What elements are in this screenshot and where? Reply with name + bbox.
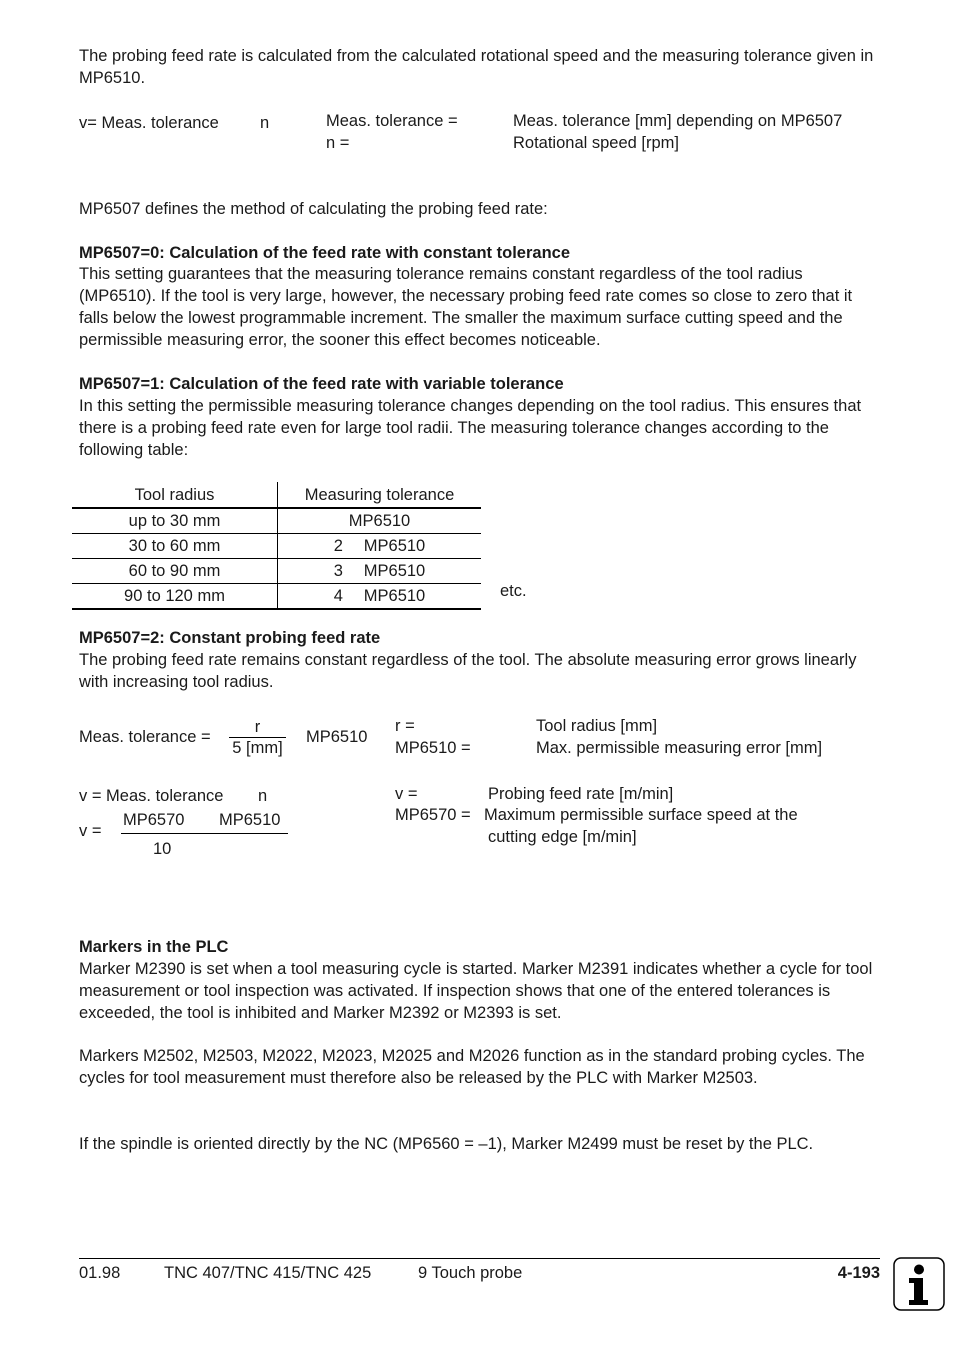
table-cell-radius: 90 to 120 mm — [72, 584, 278, 610]
formula3-def-desc-2: Maximum permissible surface speed at the — [484, 806, 798, 824]
footer-chapter: 9 Touch probe — [418, 1264, 523, 1282]
markers-paragraph-2: Markers M2502, M2503, M2022, M2023, M2025 and M2026 function as in the standard probing cycles. The cycles for tool measurement must therefore also be released by the PLC with Marker M2503. — [79, 1047, 865, 1087]
formula3-fraction-line — [121, 833, 288, 834]
table-cell-tolerance — [278, 534, 482, 559]
footer-model: TNC 407/TNC 415/TNC 425 — [164, 1264, 372, 1282]
info-icon — [893, 1257, 945, 1311]
table-cell-tolerance — [278, 508, 482, 534]
table-cell-param: MP6510 — [363, 562, 426, 580]
table-cell-factor: 2 — [333, 537, 343, 555]
formula3-n: n — [258, 787, 268, 805]
intro-paragraph: The probing feed rate is calculated from the calculated rotational speed and the measuring tolerance given in MP6510. — [79, 47, 874, 87]
formula3-def-term-1: v = — [395, 785, 418, 803]
table-cell-tolerance — [278, 559, 482, 584]
formula2-def-desc-2: Max. permissible measuring error [mm] — [536, 739, 823, 757]
formula2-def-term-2: MP6510 = — [395, 739, 471, 757]
formula2-multiplier: MP6510 — [306, 728, 368, 746]
formula1-def-desc-1: Meas. tolerance [mm] depending on MP6507 — [513, 112, 843, 130]
formula1-def-desc-2: Rotational speed [rpm] — [513, 134, 680, 152]
formula1-n: n — [260, 114, 270, 132]
table-cell-tolerance — [278, 584, 482, 610]
formula3-numerator-1: MP6570 — [123, 811, 185, 829]
formula2-def-term-1: r = — [395, 717, 415, 735]
table-row — [72, 584, 481, 610]
formula1-def-term-2: n = — [326, 134, 350, 152]
table-cell-radius: up to 30 mm — [72, 508, 278, 534]
table-cell-radius: 60 to 90 mm — [72, 559, 278, 584]
method-intro: MP6507 defines the method of calculating the probing feed rate: — [79, 200, 548, 218]
formula2-def-desc-1: Tool radius [mm] — [536, 717, 658, 735]
formula3-def-desc-1: Probing feed rate [m/min] — [488, 785, 674, 803]
table-cell-radius: 30 to 60 mm — [72, 534, 278, 559]
formula1-lhs: v= Meas. tolerance — [79, 114, 219, 132]
formula1-def-term-1: Meas. tolerance = — [326, 112, 458, 130]
formula2-numerator: r — [254, 718, 261, 736]
formula2-lhs: Meas. tolerance = — [79, 728, 211, 746]
section2-heading: MP6507=2: Constant probing feed rate — [79, 629, 381, 647]
formula3-def-desc-3: cutting edge [m/min] — [488, 828, 637, 846]
section0-heading: MP6507=0: Calculation of the feed rate with constant tolerance — [79, 244, 570, 262]
table-header-radius: Tool radius — [72, 482, 278, 508]
table-row — [72, 559, 481, 584]
table-cell-param: MP6510 — [363, 587, 426, 605]
formula3-def-term-2: MP6570 = — [395, 806, 471, 824]
section2-text: The probing feed rate remains constant regardless of the tool. The absolute measuring error grows linearly with increasing tool radius. — [79, 651, 857, 691]
footer-page-number: 4-193 — [837, 1264, 880, 1282]
table-header-tolerance: Measuring tolerance — [278, 482, 482, 508]
markers-heading: Markers in the PLC — [79, 938, 229, 956]
footer-date: 01.98 — [79, 1264, 121, 1282]
formula2-denominator: 5 [mm] — [232, 739, 283, 757]
section0-text: This setting guarantees that the measuring tolerance remains constant regardless of the tool radius (MP6510). If the tool is very large, however, the necessary probing feed rate comes so close to zero that it falls below the lowest programmable increment. The smaller the maximum surface cutting speed and the permissible measuring error, the sooner this effect becomes noticeable. — [79, 265, 853, 349]
section1-text: In this setting the permissible measuring tolerance changes depending on the tool radius. This ensures that there is a probing feed rate even for large tool radii. The measuring tolerance changes according to the following table: — [79, 397, 862, 459]
footer-rule — [79, 1258, 880, 1259]
section1-heading: MP6507=1: Calculation of the feed rate with variable tolerance — [79, 375, 564, 393]
table-row — [72, 534, 481, 559]
tolerance-table — [72, 482, 481, 610]
table-cell-factor: 4 — [333, 587, 343, 605]
table-cell-factor: 3 — [333, 562, 343, 580]
table-cell-param: MP6510 — [348, 512, 411, 530]
markers-paragraph-1: Marker M2390 is set when a tool measuring cycle is started. Marker M2391 indicates whether a cycle for tool measurement or tool inspection was activated. If inspection shows that one of the entered tolerances is exceeded, the tool is inhibited and Marker M2392 or M2393 is set. — [79, 960, 873, 1022]
formula3-v-label: v = — [79, 822, 102, 840]
formula3-line1: v = Meas. tolerance — [79, 787, 224, 805]
table-header-row — [72, 482, 481, 508]
table-cell-param: MP6510 — [363, 537, 426, 555]
formula3-denominator: 10 — [153, 840, 172, 858]
formula3-numerator-2: MP6510 — [219, 811, 281, 829]
markers-paragraph-3: If the spindle is oriented directly by the NC (MP6560 = –1), Marker M2499 must be reset by the PLC. — [79, 1135, 814, 1153]
table-row — [72, 508, 481, 534]
table-etc: etc. — [500, 582, 527, 600]
